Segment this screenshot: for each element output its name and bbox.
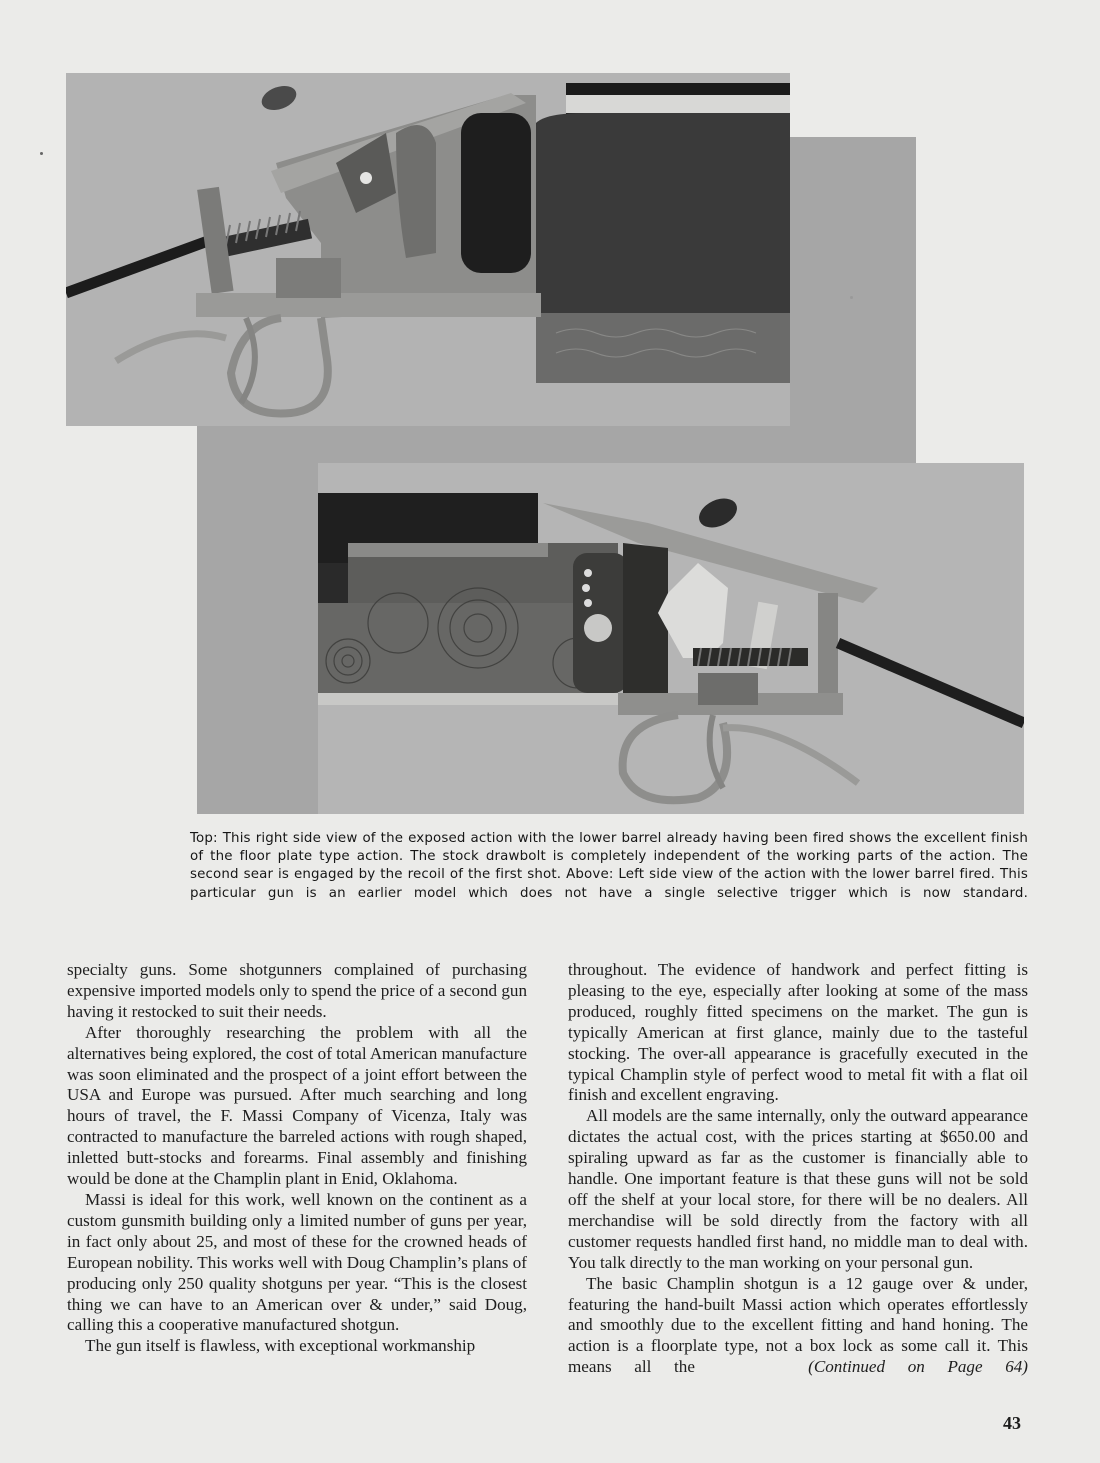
paragraph-text: The basic Champlin shotgun is a 12 gauge over & under, featuring the hand-built Massi action which operates effortlessly and smoothly due to the excellent fitting and hand honing. The action is a floorplate type, not a box lock as some call it. This means all the — [568, 1273, 1028, 1377]
print-speck — [850, 296, 853, 299]
photo-top-right-side-action — [66, 73, 790, 426]
page-number: 43 — [1003, 1413, 1021, 1433]
continued-on-link[interactable]: (Continued on Page 64) — [808, 1357, 1028, 1377]
photo-bottom-left-side-action — [318, 463, 1024, 814]
paragraph: The gun itself is flawless, with exceptional workmanship — [85, 1336, 476, 1356]
paragraph: throughout. The evidence of handwork and perfect fitting is pleasing to the eye, especially after looking at some of the mass produced, roughly fitted specimens on the market. The gun is typically American at first glance, mainly due to the tasteful stocking. The over-all appearance is gracefully executed in the typical Champlin style of perfect wood to metal fit with a flat oil finish and excellent engraving. — [568, 960, 1028, 1105]
paragraph: Massi is ideal for this work, well known on the continent as a custom gunsmith building only a limited number of guns per year, in fact only about 25, and most of these for the crowned heads of European nobility. This works well with Doug Champlin’s plans of producing only 250 quality shotguns per year. “This is the closest thing we can have to an American over & under,” said Doug, calling this a cooperative manufactured shotgun. — [67, 1189, 527, 1335]
shotgun-action-right-illustration — [66, 73, 790, 426]
paragraph: specialty guns. Some shotgunners complained of purchasing expensive imported models only to spend the price of a second gun having it restocked to suit their needs. — [67, 960, 527, 1021]
photo-caption: Top: This right side view of the exposed action with the lower barrel already having been fired shows the excellent finish of the floor plate type action. The stock drawbolt is completely independent of the working parts of the action. The second sear is engaged by the recoil of the first shot. Above: Left side view of the action with the lower barrel fired. This particular gun is an earlier model which does not have a single selective trigger which is now standard. — [190, 831, 1028, 901]
article-column-left — [67, 960, 527, 1357]
paragraph: All models are the same internally, only the outward appearance dictates the actual cost, with the prices starting at $650.00 and spiraling upward as far as the customer is financially able to handle. One important feature is that these guns will not be sold off the shelf at your local store, for there will be no dealers. All merchandise will be sold directly from the factory with all customer requests handled first hand, no middle man to deal with. You talk directly to the man working on your personal gun. — [568, 1106, 1028, 1272]
shotgun-action-left-illustration — [318, 463, 1024, 814]
article-column-right — [568, 960, 1028, 1378]
paragraph-with-continuation — [568, 1274, 1028, 1379]
print-speck — [40, 152, 43, 155]
paragraph: After thoroughly researching the problem with all the alternatives being explored, the cost of total American manufacture was soon eliminated and the prospect of a joint effort between the USA and Europe was pursued. After much searching and long hours of travel, the F. Massi Company of Vicenza, Italy was contracted to manufacture the barreled actions with rough shaped, inletted butt-stocks and forearms. Final assembly and finishing would be done at the Champlin plant in Enid, Oklahoma. — [67, 1022, 527, 1189]
